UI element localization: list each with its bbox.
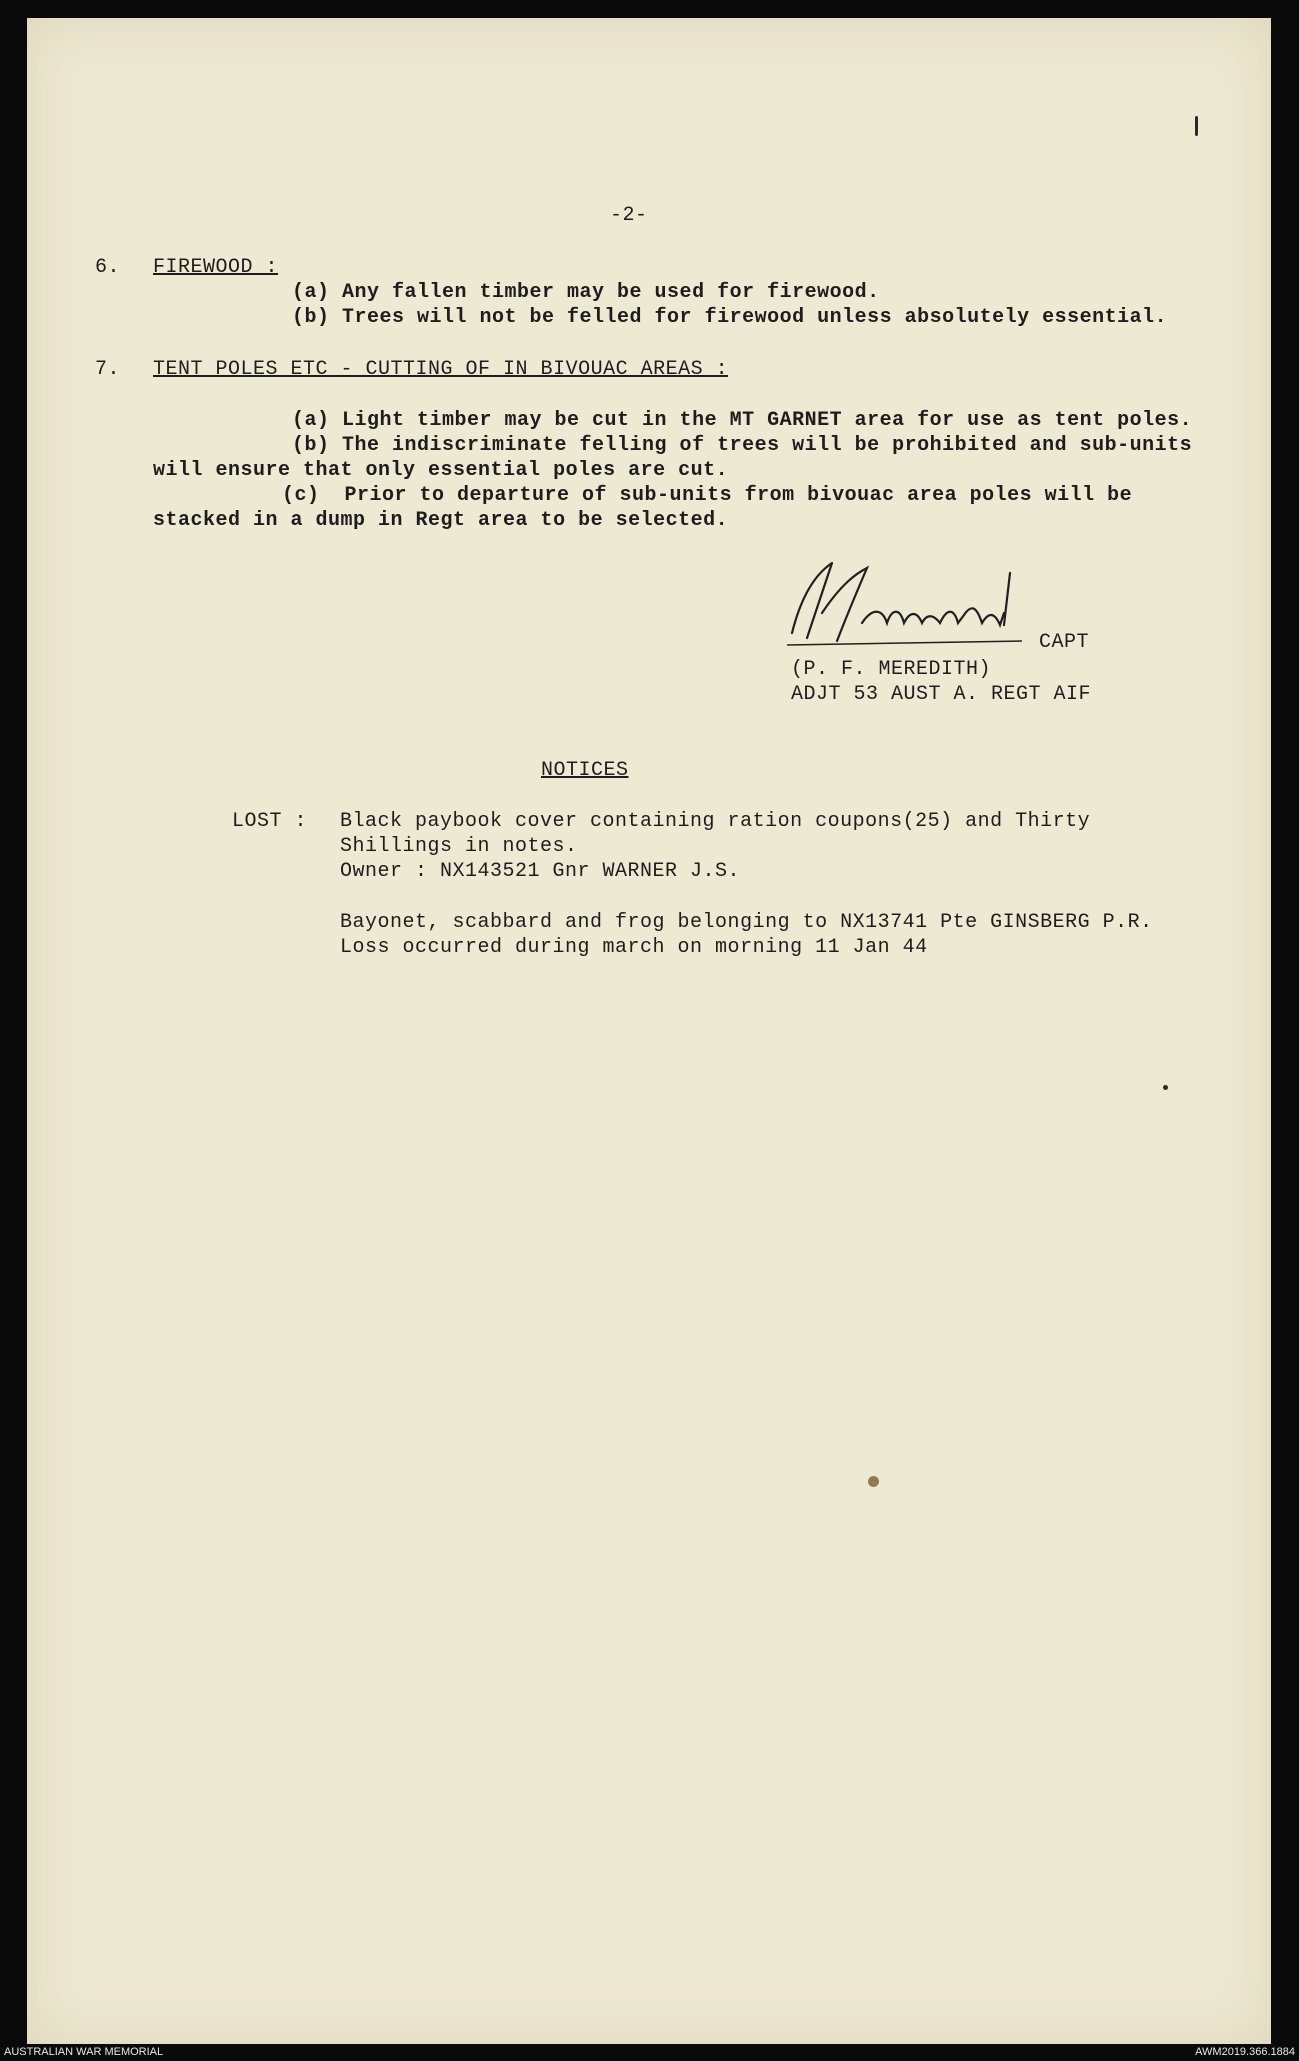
notices-line-3: Owner : NX143521 Gnr WARNER J.S.	[340, 860, 741, 883]
document-page	[27, 18, 1271, 2044]
signature-rank: CAPT	[1039, 631, 1090, 654]
notices-line-1: Black paybook cover containing ration coupons(25) and Thirty	[340, 810, 1091, 833]
section-7-line-c: (c) Prior to departure of sub-units from bivouac area poles will be	[282, 484, 1133, 507]
section-7-line-a: (a) Light timber may be cut in the MT GARNET area for use as tent poles.	[292, 409, 1193, 432]
section-7-line-b: (b) The indiscriminate felling of trees will be prohibited and sub-units	[292, 434, 1193, 457]
signature-appointment: ADJT 53 AUST A. REGT AIF	[791, 683, 1092, 706]
notices-line-2: Shillings in notes.	[340, 835, 578, 858]
section-7-number: 7.	[95, 358, 121, 381]
section-6-line-b: (b) Trees will not be felled for firewood unless absolutely essential.	[292, 306, 1168, 329]
footer-bar	[0, 2044, 1299, 2061]
section-7-line-b-cont: will ensure that only essential poles are cut.	[153, 459, 729, 482]
paper-speck	[868, 1476, 879, 1487]
section-6-line-a: (a) Any fallen timber may be used for firewood.	[292, 281, 880, 304]
notices-line-4: Bayonet, scabbard and frog belonging to NX13741 Pte GINSBERG P.R.	[340, 911, 1153, 934]
signature-icon	[782, 553, 1082, 653]
notices-heading: NOTICES	[541, 759, 629, 782]
signature-name: (P. F. MEREDITH)	[791, 658, 992, 681]
paper-mark	[1195, 116, 1198, 136]
section-7-line-c-cont: stacked in a dump in Regt area to be selected.	[153, 509, 729, 532]
notices-line-5: Loss occurred during march on morning 11 Jan 44	[340, 936, 928, 959]
section-6-heading: FIREWOOD :	[153, 256, 279, 279]
section-6-number: 6.	[95, 256, 121, 279]
footer-right-text: AWM2019.366.1884	[1195, 2046, 1295, 2058]
paper-speck	[1163, 1085, 1168, 1090]
section-7-heading: TENT POLES ETC - CUTTING OF IN BIVOUAC AREAS :	[153, 358, 729, 381]
page-number: -2-	[610, 204, 648, 227]
footer-left-text: AUSTRALIAN WAR MEMORIAL	[4, 2046, 164, 2058]
notices-lost-label: LOST :	[232, 810, 308, 833]
